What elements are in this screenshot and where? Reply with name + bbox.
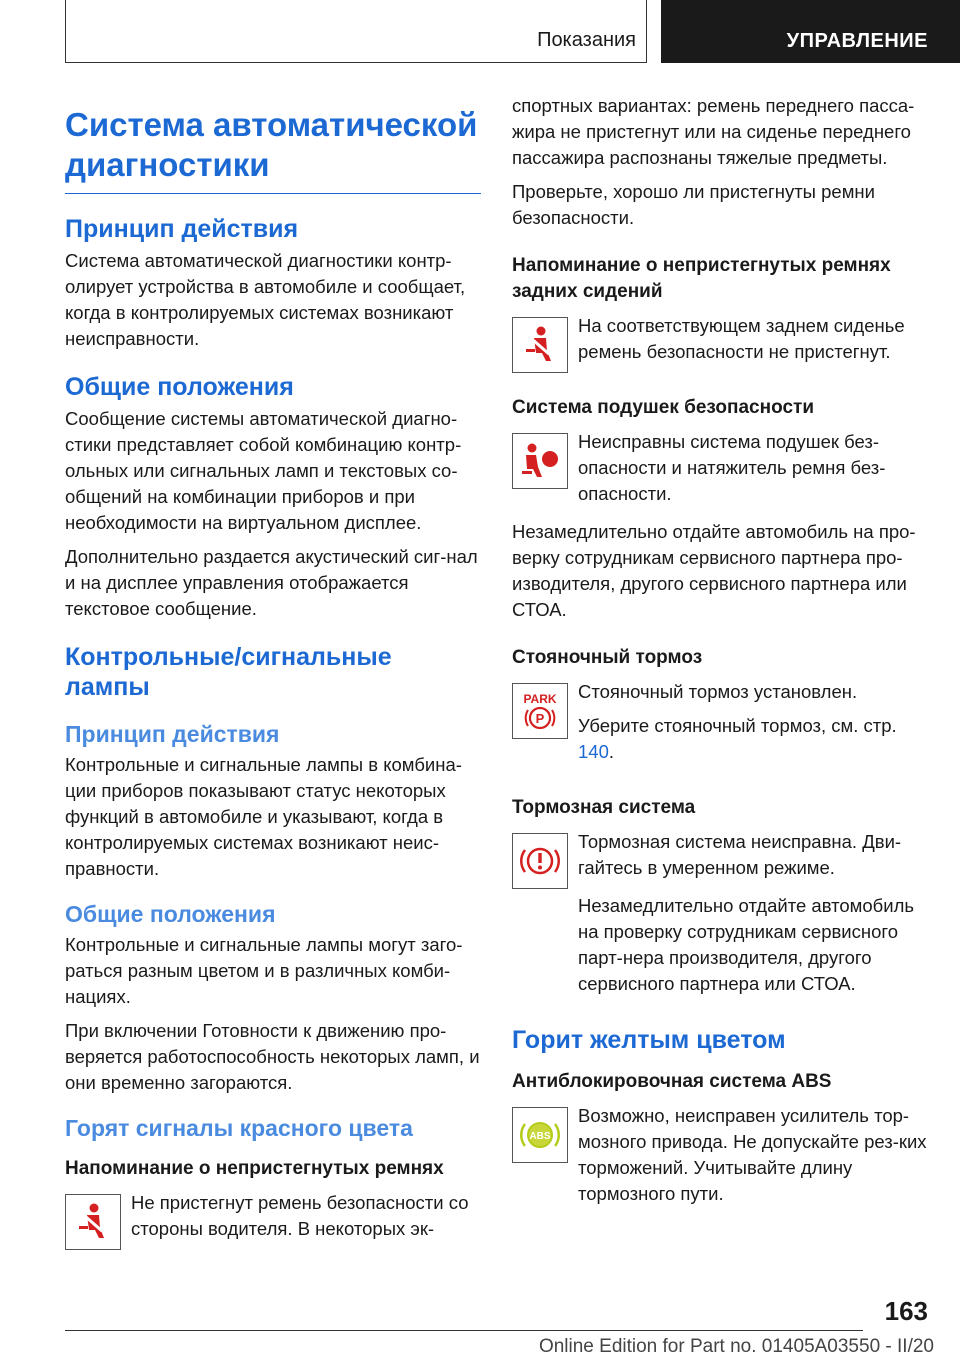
seatbelt-rear-icon [512,317,568,373]
brake-warning-icon [512,833,568,889]
belt-rear-warning [512,313,928,373]
abs-icon-label: ABS [529,1131,551,1142]
park-brake-text: Уберите стояночный тормоз, см. стр. [578,715,897,736]
header-section-label: Показания [537,29,636,51]
heading-red-lamps: Горят сигналы красного цвета [65,1115,413,1141]
park-icon-label: PARK [523,692,557,706]
header-section [65,0,647,63]
brake-warning [512,829,928,889]
belt-driver-warning [65,1190,481,1250]
paragraph-belt-driver: Не пристегнут ремень безопасности со стороны водителя. В некоторых эк- [131,1192,469,1239]
footer-divider [65,1330,863,1331]
airbag-icon [512,433,568,489]
page-title: Система автоматической диагностики [65,105,481,194]
paragraph-park-brake-2 [578,713,928,765]
paragraph-airbag-service: Незамедлительно отдайте автомобиль на про-верку сотрудникам сервисного партнера про-изводителя, другого сервисного партнера или СТОА. [512,521,916,620]
paragraph-abs: Возможно, неисправен усилитель тор-мозного привода. Не допускайте рез-ких торможений. Учитывайте длину тормозного пути. [578,1105,927,1204]
park-brake-warning [512,679,928,773]
heading-park-brake: Стояночный тормоз [512,647,703,668]
park-brake-period: . [608,741,615,762]
paragraph-lamps-principle: Контрольные и сигнальные лампы в комбина-ции приборов показывают статус некоторых функций в автомобиле и указывают, когда в контролируемых системах возникают неис-правности. [65,754,462,879]
paragraph-general-1: Сообщение системы автоматической диагно-стики представляет собой комбинацию контр-ольных или сигнальных ламп и текстовых со-общений на комбинации приборов и при необходимости на виртуальном дисплее. [65,408,462,533]
heading-yellow-lamps: Горит желтым цветом [512,1026,786,1054]
left-column [65,95,481,1254]
seatbelt-icon [65,1194,121,1250]
heading-belt-rear: Напоминание о непристегнутых ремнях задних сидений [512,255,891,302]
heading-belt-driver: Напоминание о непристегнутых ремнях [65,1158,444,1179]
heading-general: Общие положения [65,373,294,401]
paragraph-general-2: Дополнительно раздается акустический сиг-нал и на дисплее управления отображается текстовое сообщение. [65,546,478,619]
airbag-warning [512,429,928,515]
abs-icon [512,1107,568,1163]
paragraph-brake-1: Тормозная система неисправна. Дви-гайтесь в умеренном режиме. [578,831,902,878]
paragraph-park-brake-1: Стояночный тормоз установлен. [578,681,858,702]
paragraph-lamps-general-1: Контрольные и сигнальные лампы могут заго-раться разным цветом и в различных комби-нациях. [65,934,463,1007]
heading-brake-system: Тормозная система [512,797,696,818]
abs-warning [512,1103,928,1215]
heading-abs: Антиблокировочная система ABS [512,1071,832,1092]
paragraph-belt-continued: спортных вариантах: ремень переднего пасса-жира не пристегнут или на сиденье переднего пассажира распознаны тяжелые предметы. [512,95,915,168]
page-number: 163 [884,1296,928,1326]
page-link-140[interactable]: 140 [578,741,609,762]
header-chapter-label: УПРАВЛЕНИЕ [786,30,928,52]
header-chapter [661,0,960,63]
paragraph-brake-2: Незамедлительно отдайте автомобиль на проверку сотрудникам сервисного парт-нера производителя, другого сервисного партнера или СТОА. [578,895,915,994]
park-brake-icon [512,683,568,739]
paragraph-principle: Система автоматической диагностики контр-олирует устройства в автомобиле и сообщает, когда в контролируемых системах возникают неисправности. [65,250,466,349]
heading-lamps: Контрольные/сигнальные лампы [65,643,392,701]
paragraph-lamps-general-2: При включении Готовности к движению про-веряется работоспособность некоторых ламп, и они временно загораются. [65,1020,480,1093]
heading-airbag: Система подушек безопасности [512,397,814,418]
paragraph-belt-check: Проверьте, хорошо ли пристегнуты ремни безопасности. [512,181,875,228]
heading-principle: Принцип действия [65,215,299,243]
edition-text: Online Edition for Part no. 01405A03550 - II/20 [538,1336,934,1357]
paragraph-airbag: Неисправны система подушек без-опасности и натяжитель ремня без-опасности. [578,431,886,504]
heading-lamps-general: Общие положения [65,901,276,927]
heading-lamps-principle: Принцип действия [65,721,280,747]
paragraph-belt-rear: На соответствующем заднем сиденье ремень безопасности не пристегнут. [578,315,905,362]
right-column [512,93,928,1219]
svg-text:P: P [535,711,545,726]
